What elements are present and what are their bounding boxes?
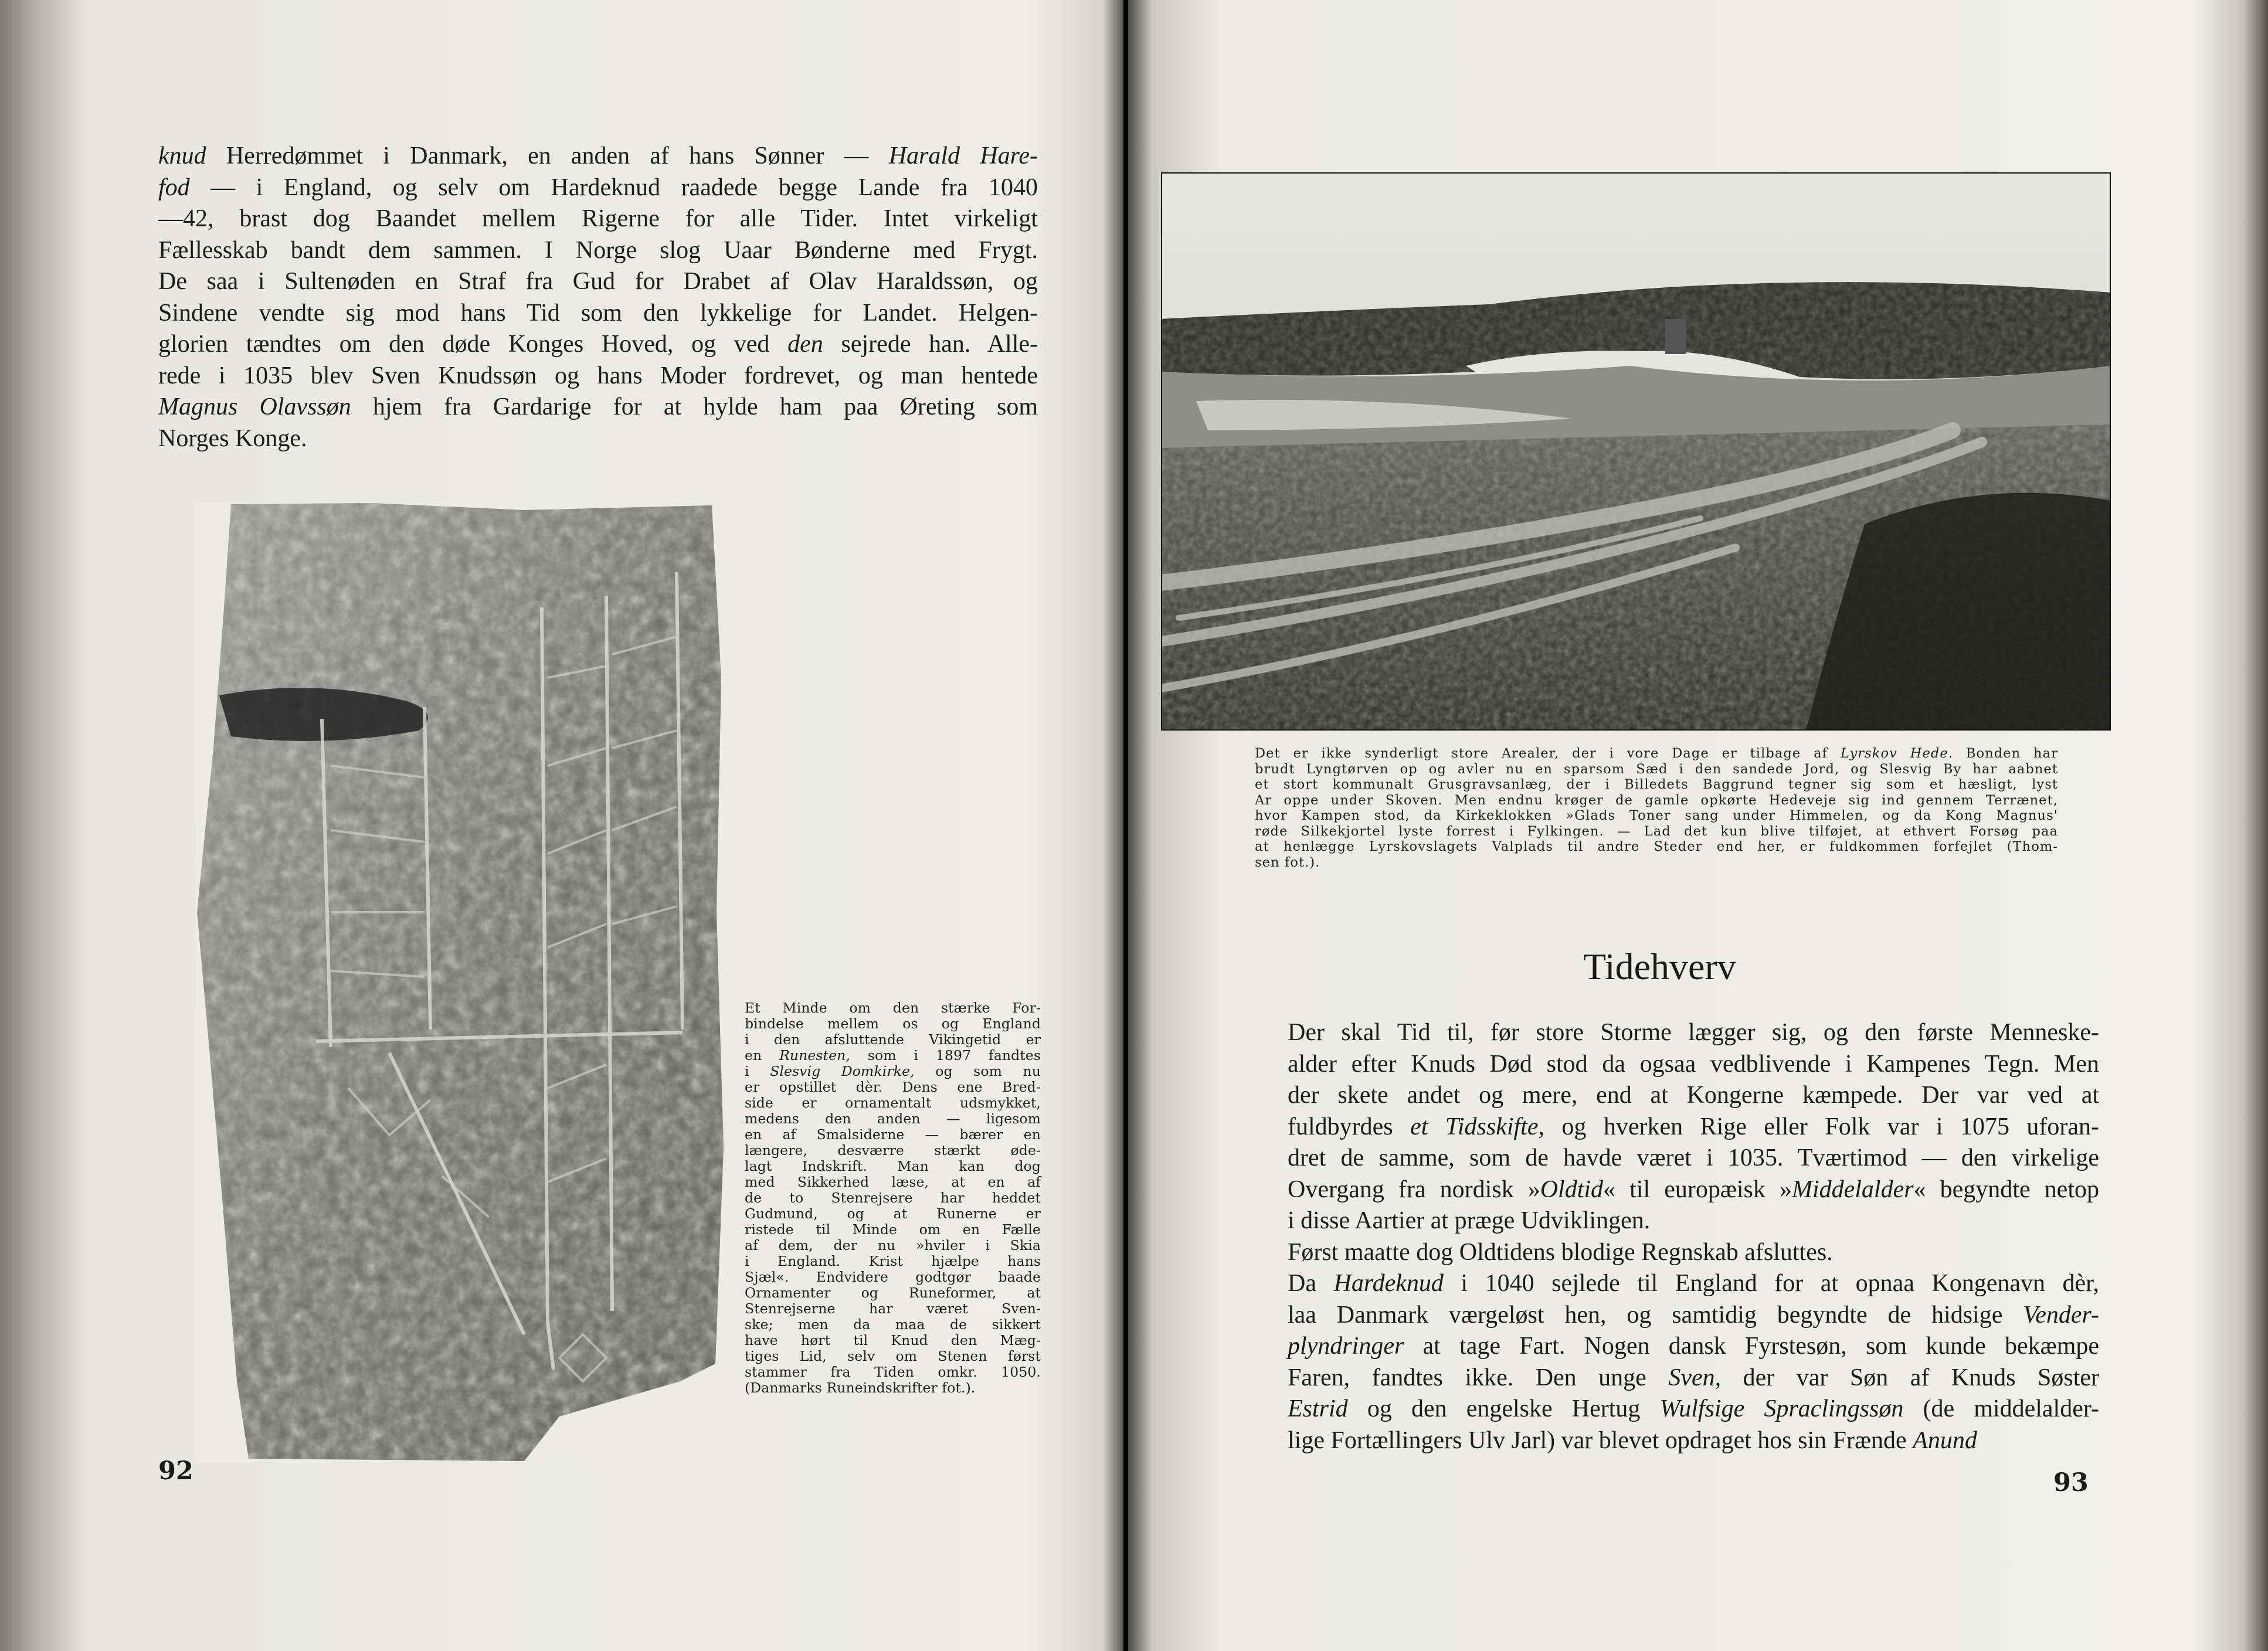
text-line: Et Minde om den stærke For- [745, 1000, 1041, 1016]
text-line: en Runesten, som i 1897 fandtes [745, 1047, 1041, 1064]
text-line: laa Danmark værgeløst hen, og samtidig begyndte de hidsige Vender- [1288, 1301, 2099, 1329]
text-line: af dem, der nu »hviler i Skia [745, 1237, 1041, 1253]
paragraph-regnskab: Først maatte dog Oldtidens blodige Regnskab afsluttes. [1288, 1238, 1833, 1266]
text-line: Faren, fandtes ikke. Den unge Sven, der var Søn af Knuds Søster [1288, 1364, 2099, 1391]
text-line: Ornamenter og Runeformer, at [745, 1285, 1041, 1301]
text-line: Fællesskab bandt dem sammen. I Norge slog Uaar Bønderne med Frygt. [158, 236, 1038, 264]
rune-stone-photo [196, 502, 725, 1462]
text-line: et stort kommunalt Grusgravsanlæg, der i Billedets Baggrund tegner sig som et hæsligt, lyst [1255, 777, 2058, 792]
text-line: side er ornamentalt udsmykket, [745, 1095, 1041, 1111]
text-line: brudt Lyngtørven op og avler nu en sparsom Sæd i den sandede Jord, og Slesvig By har aabnet [1255, 761, 2058, 777]
right-page [1128, 0, 2268, 1651]
paragraph-hardeknud [1255, 1268, 2099, 1456]
text-line: Stenrejserne har været Sven- [745, 1300, 1041, 1317]
text-line: Norges Konge. [158, 424, 307, 452]
text-line: røde Silkekjortel lyste forrest i Fylkingen. — Lad det kun blive tilføjet, at ethvert Forsøg paa [1255, 823, 2058, 839]
landscape-photo-caption [1255, 746, 2058, 870]
text-line: længere, desværre stærkt øde- [745, 1142, 1041, 1159]
page-number-right: 93 [2053, 1468, 2089, 1497]
right-page-body [1255, 1017, 2099, 1456]
page-number-left: 92 [158, 1456, 193, 1486]
left-page [0, 0, 1123, 1651]
text-line: lagt Indskrift. Man kan dog [745, 1158, 1041, 1174]
text-line: fod — i England, og selv om Hardeknud raadede begge Lande fra 1040 [158, 174, 1038, 201]
text-line: —42, brast dog Baandet mellem Rigerne for alle Tider. Intet virkeligt [158, 205, 1038, 232]
paragraph-tidsskifte [1255, 1017, 2099, 1237]
text-line: er opstillet dèr. Dens ene Bred- [745, 1079, 1041, 1095]
text-line: i England. Krist hjælpe hans [745, 1253, 1041, 1269]
text-line: ske; men da maa de sikkert [745, 1316, 1041, 1333]
text-line: Det er ikke synderligt store Arealer, der i vore Dage er tilbage af Lyrskov Hede. Bonden har [1255, 746, 2058, 761]
text-line: medens den anden — ligesom [745, 1110, 1041, 1127]
text-line: Magnus Olavssøn hjem fra Gardarige for at hylde ham paa Øreting som [158, 393, 1038, 420]
text-line: bindelse mellem os og England [745, 1015, 1041, 1032]
text-line: i Slesvig Domkirke, og som nu [745, 1063, 1041, 1079]
text-line: Gudmund, og at Runerne er [745, 1205, 1041, 1222]
left-page-paragraph [158, 141, 1038, 454]
text-line: hvor Kampen stod, da Kirkeklokken »Glads Toner sang under Himmelen, og da Kong Magnus' [1255, 808, 2058, 823]
text-line: knud Herredømmet i Danmark, en anden af hans Sønner — Harald Hare- [158, 142, 1038, 169]
text-line: Ar oppe under Skoven. Men endnu krøger de gamle opkørte Hedeveje sig ind gennem Terrænet, [1255, 792, 2058, 808]
text-line: De saa i Sultenøden en Straf fra Gud for Drabet af Olav Haraldssøn, og [158, 268, 1038, 295]
section-heading: Tidehverv [1583, 946, 1736, 987]
book-gutter [1123, 0, 1128, 1651]
text-line: at henlægge Lyrskovslagets Valplads til andre Steder end her, er fuldkommen forfejlet (Thom- [1255, 839, 2058, 854]
text-line: i den afsluttende Vikingetid er [745, 1031, 1041, 1048]
text-line: Sindene vendte sig mod hans Tid som den lykkelige for Landet. Helgen- [158, 299, 1038, 327]
text-line: fuldbyrdes et Tidsskifte, og hverken Rige eller Folk var i 1075 uforan- [1288, 1113, 2099, 1140]
text-line: tiges Lid, selv om Stenen først [745, 1348, 1041, 1364]
rune-stone-caption [745, 1000, 1041, 1396]
text-line: (Danmarks Runeindskrifter fot.). [745, 1380, 976, 1396]
text-line: i disse Aartier at præge Udviklingen. [1288, 1207, 1651, 1234]
text-line: dret de samme, som de havde været i 1035. Tværtimod — den virkelige [1288, 1144, 2099, 1171]
text-line: en af Smalsiderne — bærer en [745, 1126, 1041, 1143]
text-line: Da Hardeknud i 1040 sejlede til England for at opnaa Kongenavn dèr, [1288, 1270, 2099, 1297]
text-line: stammer fra Tiden omkr. 1050. [745, 1364, 1041, 1380]
text-line: glorien tændtes om den døde Konges Hoved, og ved den sejrede han. Alle- [158, 331, 1038, 358]
text-line: rede i 1035 blev Sven Knudssøn og hans Moder fordrevet, og man hentede [158, 362, 1038, 389]
text-line: Der skal Tid til, før store Storme lægger sig, og den første Menneske- [1288, 1019, 2099, 1046]
text-line: have hørt til Knud den Mæg- [745, 1332, 1041, 1348]
text-line: Sjæl«. Endvidere godtgør baade [745, 1269, 1041, 1285]
text-line: Overgang fra nordisk »Oldtid« til europæisk »Middelalder« begyndte netop [1288, 1176, 2099, 1203]
text-line: med Sikkerhed læse, at en af [745, 1174, 1041, 1190]
text-line: ristede til Minde om en Fælle [745, 1221, 1041, 1238]
text-line: de to Stenrejsere har heddet [745, 1190, 1041, 1206]
text-line: Estrid og den engelske Hertug Wulfsige Spraclingssøn (de middelalder- [1288, 1395, 2099, 1422]
lyrskov-hede-photo [1161, 172, 2111, 731]
text-line: sen fot.). [1255, 854, 1320, 870]
text-line: plyndringer at tage Fart. Nogen dansk Fyrstesøn, som kunde bekæmpe [1288, 1333, 2099, 1360]
text-line: lige Fortællingers Ulv Jarl) var blevet opdraget hos sin Frænde Anund [1288, 1426, 1977, 1454]
text-line: alder efter Knuds Død stod da ogsaa vedblivende i Kampenes Tegn. Men [1288, 1050, 2099, 1078]
text-line: der skete andet og mere, end at Kongerne kæmpede. Der var ved at [1288, 1082, 2099, 1109]
